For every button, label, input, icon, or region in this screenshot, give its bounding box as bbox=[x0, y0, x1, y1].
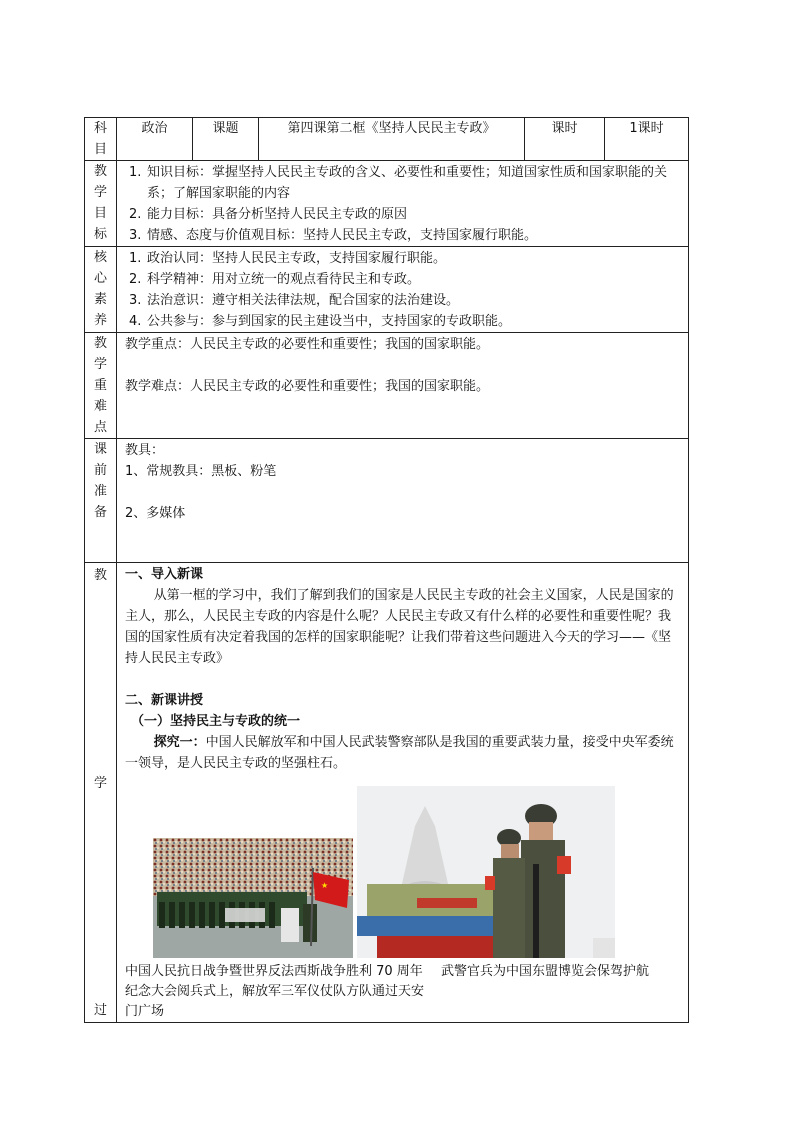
lesson-plan-table bbox=[84, 117, 689, 1023]
key-points-content bbox=[117, 333, 689, 439]
list-item: 3. 情感、态度与价值观目标：坚持人民民主专政，支持国家履行职能。 bbox=[129, 228, 538, 243]
literacy-content bbox=[117, 247, 689, 333]
prep-content bbox=[117, 439, 689, 563]
subsection-title: （一）坚持民主与专政的统一 bbox=[131, 714, 301, 729]
process-content bbox=[117, 563, 689, 1023]
prep-item: 1、常规教具：黑板、粉笔 bbox=[125, 464, 277, 479]
police-photo bbox=[357, 786, 615, 958]
subject-value: 政治 bbox=[117, 118, 193, 161]
prep-label: 课 前 准 备 bbox=[85, 439, 117, 563]
key-point-text: 教学重点：人民民主专政的必要性和重要性；我国的国家职能。 bbox=[125, 337, 490, 352]
topic-label: 课题 bbox=[193, 118, 259, 161]
list-item: 1. 知识目标：掌握坚持人民民主专政的含义、必要性和重要性；知道国家性质和国家职能的关系；了解国家职能的内容 bbox=[129, 165, 668, 201]
prep-title: 教具： bbox=[125, 443, 165, 458]
key-points-label: 教 学 重 难 点 bbox=[85, 333, 117, 439]
photo-row bbox=[125, 786, 682, 962]
goals-content bbox=[117, 161, 689, 247]
caption-right: 武警官兵为中国东盟博览会保驾护航 bbox=[441, 964, 650, 979]
list-item: 2. 科学精神：用对立统一的观点看待民主和专政。 bbox=[129, 272, 421, 287]
svg-text:★: ★ bbox=[321, 881, 329, 890]
list-item: 4. 公共参与：参与到国家的民主建设当中，支持国家的专政职能。 bbox=[129, 314, 512, 329]
hours-label: 课时 bbox=[525, 118, 605, 161]
caption-left: 中国人民抗日战争暨世界反法西斯战争胜利 70 周年纪念大会阅兵式上，解放军三军仪仗队方队通过天安门广场 bbox=[125, 964, 425, 1019]
process-label: 教 学 过 bbox=[85, 563, 117, 1023]
caption-row bbox=[125, 962, 682, 1022]
list-item: 3. 法治意识：遵守相关法律法规，配合国家的法治建设。 bbox=[129, 293, 460, 308]
intro-paragraph: 从第一框的学习中，我们了解到我们的国家是人民民主专政的社会主义国家，人民是国家的主人，那么，人民民主专政的内容是什么呢？人民民主专政又有什么样的必要性和重要性呢？我国的国家性质有决定着我国的怎样的国家职能呢？让我们带着这些问题进入今天的学习——《坚持人民民主专政》 bbox=[125, 588, 674, 666]
section-title: 二、新课讲授 bbox=[125, 693, 204, 708]
difficult-point-text: 教学难点：人民民主专政的必要性和重要性；我国的国家职能。 bbox=[125, 379, 490, 394]
list-item: 1. 政治认同：坚持人民民主专政，支持国家履行职能。 bbox=[129, 251, 447, 266]
section-title: 一、导入新课 bbox=[125, 567, 204, 582]
subject-label: 科 目 bbox=[85, 118, 117, 161]
explore-paragraph: 探究一：中国人民解放军和中国人民武装警察部队是我国的重要武装力量，接受中央军委统一领导，是人民民主专政的坚强柱石。 bbox=[125, 735, 674, 771]
hours-value: 1课时 bbox=[605, 118, 689, 161]
list-item: 2. 能力目标：具备分析坚持人民民主专政的原因 bbox=[129, 207, 408, 222]
goals-label: 教 学 目 标 bbox=[85, 161, 117, 247]
literacy-label: 核 心 素 养 bbox=[85, 247, 117, 333]
parade-photo bbox=[153, 838, 353, 958]
topic-value: 第四课第二框《坚持人民民主专政》 bbox=[259, 118, 525, 161]
prep-item: 2、多媒体 bbox=[125, 506, 186, 521]
